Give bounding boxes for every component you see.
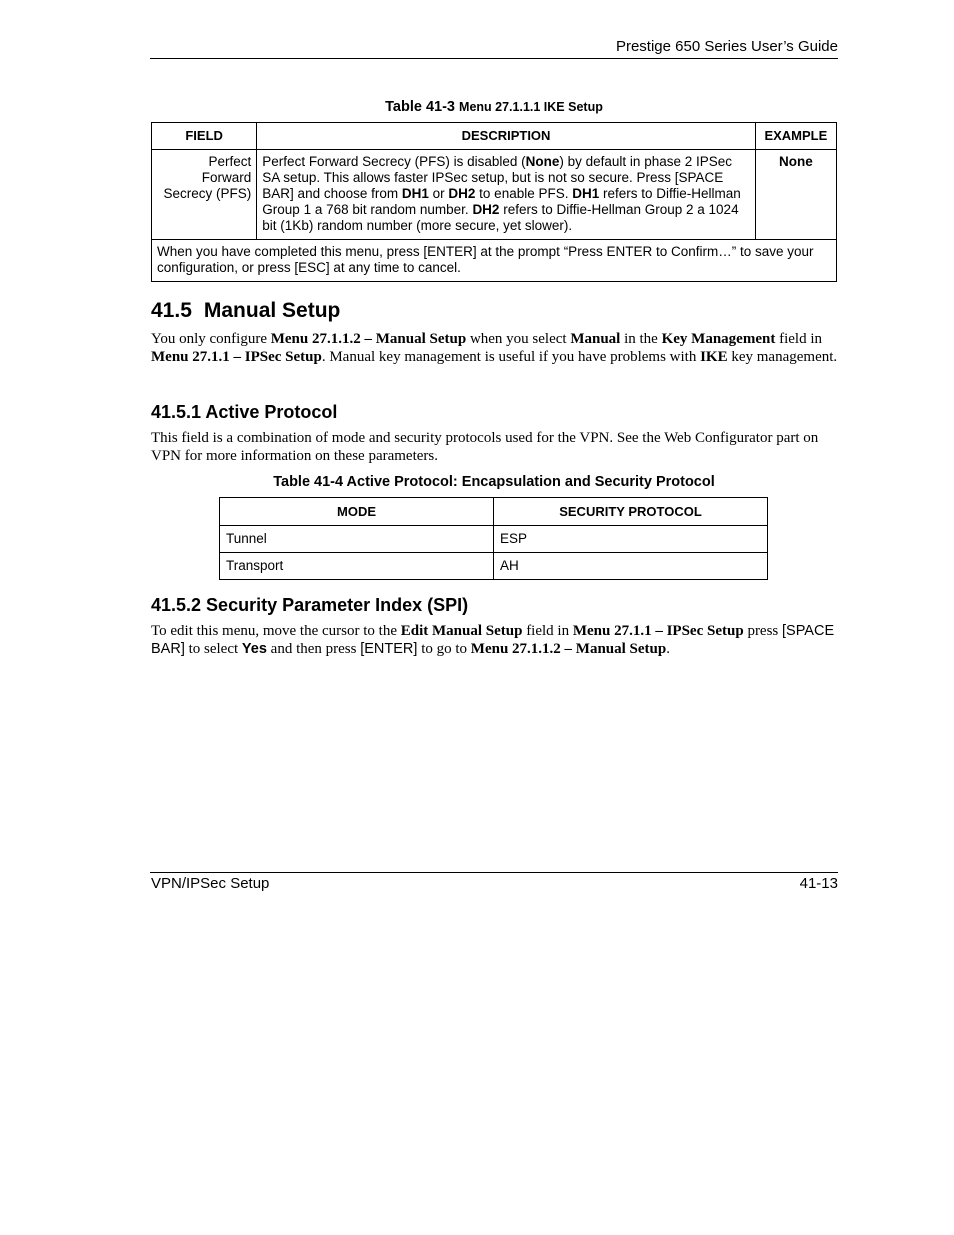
key-name: [ENTER] (360, 641, 418, 657)
para-bold: Menu 27.1.1 – IPSec Setup (151, 349, 322, 365)
para-text: You only configure (151, 331, 271, 347)
header-example: EXAMPLE (755, 123, 836, 150)
field-line: Perfect (208, 154, 252, 169)
para-text: when you select (466, 331, 571, 347)
footer-chapter: VPN/IPSec Setup (151, 875, 270, 892)
field-line: Secrecy (PFS) (163, 186, 252, 201)
mode-cell: Tunnel (220, 526, 494, 553)
footer-page-number: 41-13 (799, 875, 838, 892)
para-text: field in (522, 623, 573, 639)
desc-text: or (428, 186, 449, 201)
field-line: Forward (201, 170, 252, 185)
desc-text: refers to Diffie-Hellman Group 2 a 1024 bit (1Kb) random number (more secure, yet slower). (262, 202, 739, 233)
table-41-4-caption: Table 41-4 Active Protocol: Encapsulation and Security Protocol (273, 474, 715, 490)
subsection-heading-active-protocol: 41.5.1 Active Protocol (151, 402, 338, 422)
key-name: [SPACE BAR] (151, 623, 835, 657)
table-footer-row (152, 240, 837, 282)
table-row (220, 526, 768, 553)
section-number: 41.5 (151, 299, 192, 322)
para-text: in the (620, 331, 662, 347)
desc-bold: DH1 (401, 186, 429, 201)
para-bold: Menu 27.1.1.2 – Manual Setup (270, 331, 467, 347)
table-header-row (152, 123, 837, 150)
para-bold: Manual (570, 331, 621, 347)
section-paragraph (151, 330, 841, 366)
header-description: DESCRIPTION (257, 123, 755, 150)
table-row (152, 150, 837, 240)
para-bold: Menu 27.1.1 – IPSec Setup (572, 623, 744, 639)
footer-rule (150, 872, 838, 873)
para-text: press (743, 623, 783, 639)
para-text: to select (184, 641, 242, 657)
para-bold: Yes (241, 641, 267, 657)
para-text: . Manual key management is useful if you have problems with (321, 349, 701, 365)
desc-bold: None (525, 154, 560, 169)
desc-bold: DH1 (572, 186, 600, 201)
table-row (220, 553, 768, 580)
para-text: and then press (266, 641, 361, 657)
desc-text: to enable PFS. (475, 186, 573, 201)
para-text: key management. (727, 349, 838, 365)
desc-text: refers to Diffie-Hellman Group 1 a 768 bit random number. (262, 186, 741, 217)
table-41-3-caption-label: Table 41-3 (385, 99, 456, 115)
example-cell: None (755, 150, 836, 240)
table-header-row (220, 498, 768, 526)
protocol-cell: AH (494, 553, 768, 580)
para-text: To edit this menu, move the cursor to the (151, 623, 401, 639)
active-protocol-table (219, 497, 768, 580)
para-text: field in (775, 331, 822, 347)
subsection-heading-spi: 41.5.2 Security Parameter Index (SPI) (151, 595, 469, 615)
para-bold: Edit Manual Setup (400, 623, 523, 639)
header-field: FIELD (152, 123, 257, 150)
para-text: to go to (417, 641, 471, 657)
running-header: Prestige 650 Series User’s Guide (615, 38, 838, 55)
desc-bold: DH2 (448, 186, 476, 201)
table-41-3-caption-text: Menu 27.1.1.1 IKE Setup (459, 100, 603, 114)
mode-cell: Transport (220, 553, 494, 580)
desc-bold: DH2 (472, 202, 500, 217)
ike-setup-table (151, 122, 837, 282)
para-bold: Menu 27.1.1.2 – Manual Setup (470, 641, 667, 657)
para-bold: IKE (700, 349, 728, 365)
field-cell (152, 150, 257, 240)
section-title: Manual Setup (203, 299, 341, 322)
header-rule (150, 58, 838, 59)
table-41-3-caption (150, 99, 838, 115)
desc-text: ) by default in phase 2 IPSec SA setup. This allows faster IPSec setup, but is not so secure. Press [SPACE BAR] and choose from (262, 154, 732, 201)
para-bold: Key Management (661, 331, 776, 347)
spi-paragraph (151, 622, 841, 658)
description-cell (257, 150, 755, 240)
header-security-protocol: SECURITY PROTOCOL (494, 498, 768, 526)
desc-text: Perfect Forward Secrecy (PFS) is disabled ( (262, 154, 526, 169)
para-text: . (666, 641, 670, 657)
protocol-cell: ESP (494, 526, 768, 553)
header-mode: MODE (220, 498, 494, 526)
active-protocol-paragraph: This field is a combination of mode and security protocols used for the VPN. See the Web Configurator part on VPN for more information on these parameters. (151, 430, 819, 464)
table-footer-note: When you have completed this menu, press [ENTER] at the prompt “Press ENTER to Confirm…” to save your configuration, or press [ESC] at any time to cancel. (152, 240, 837, 282)
section-heading (151, 299, 340, 323)
